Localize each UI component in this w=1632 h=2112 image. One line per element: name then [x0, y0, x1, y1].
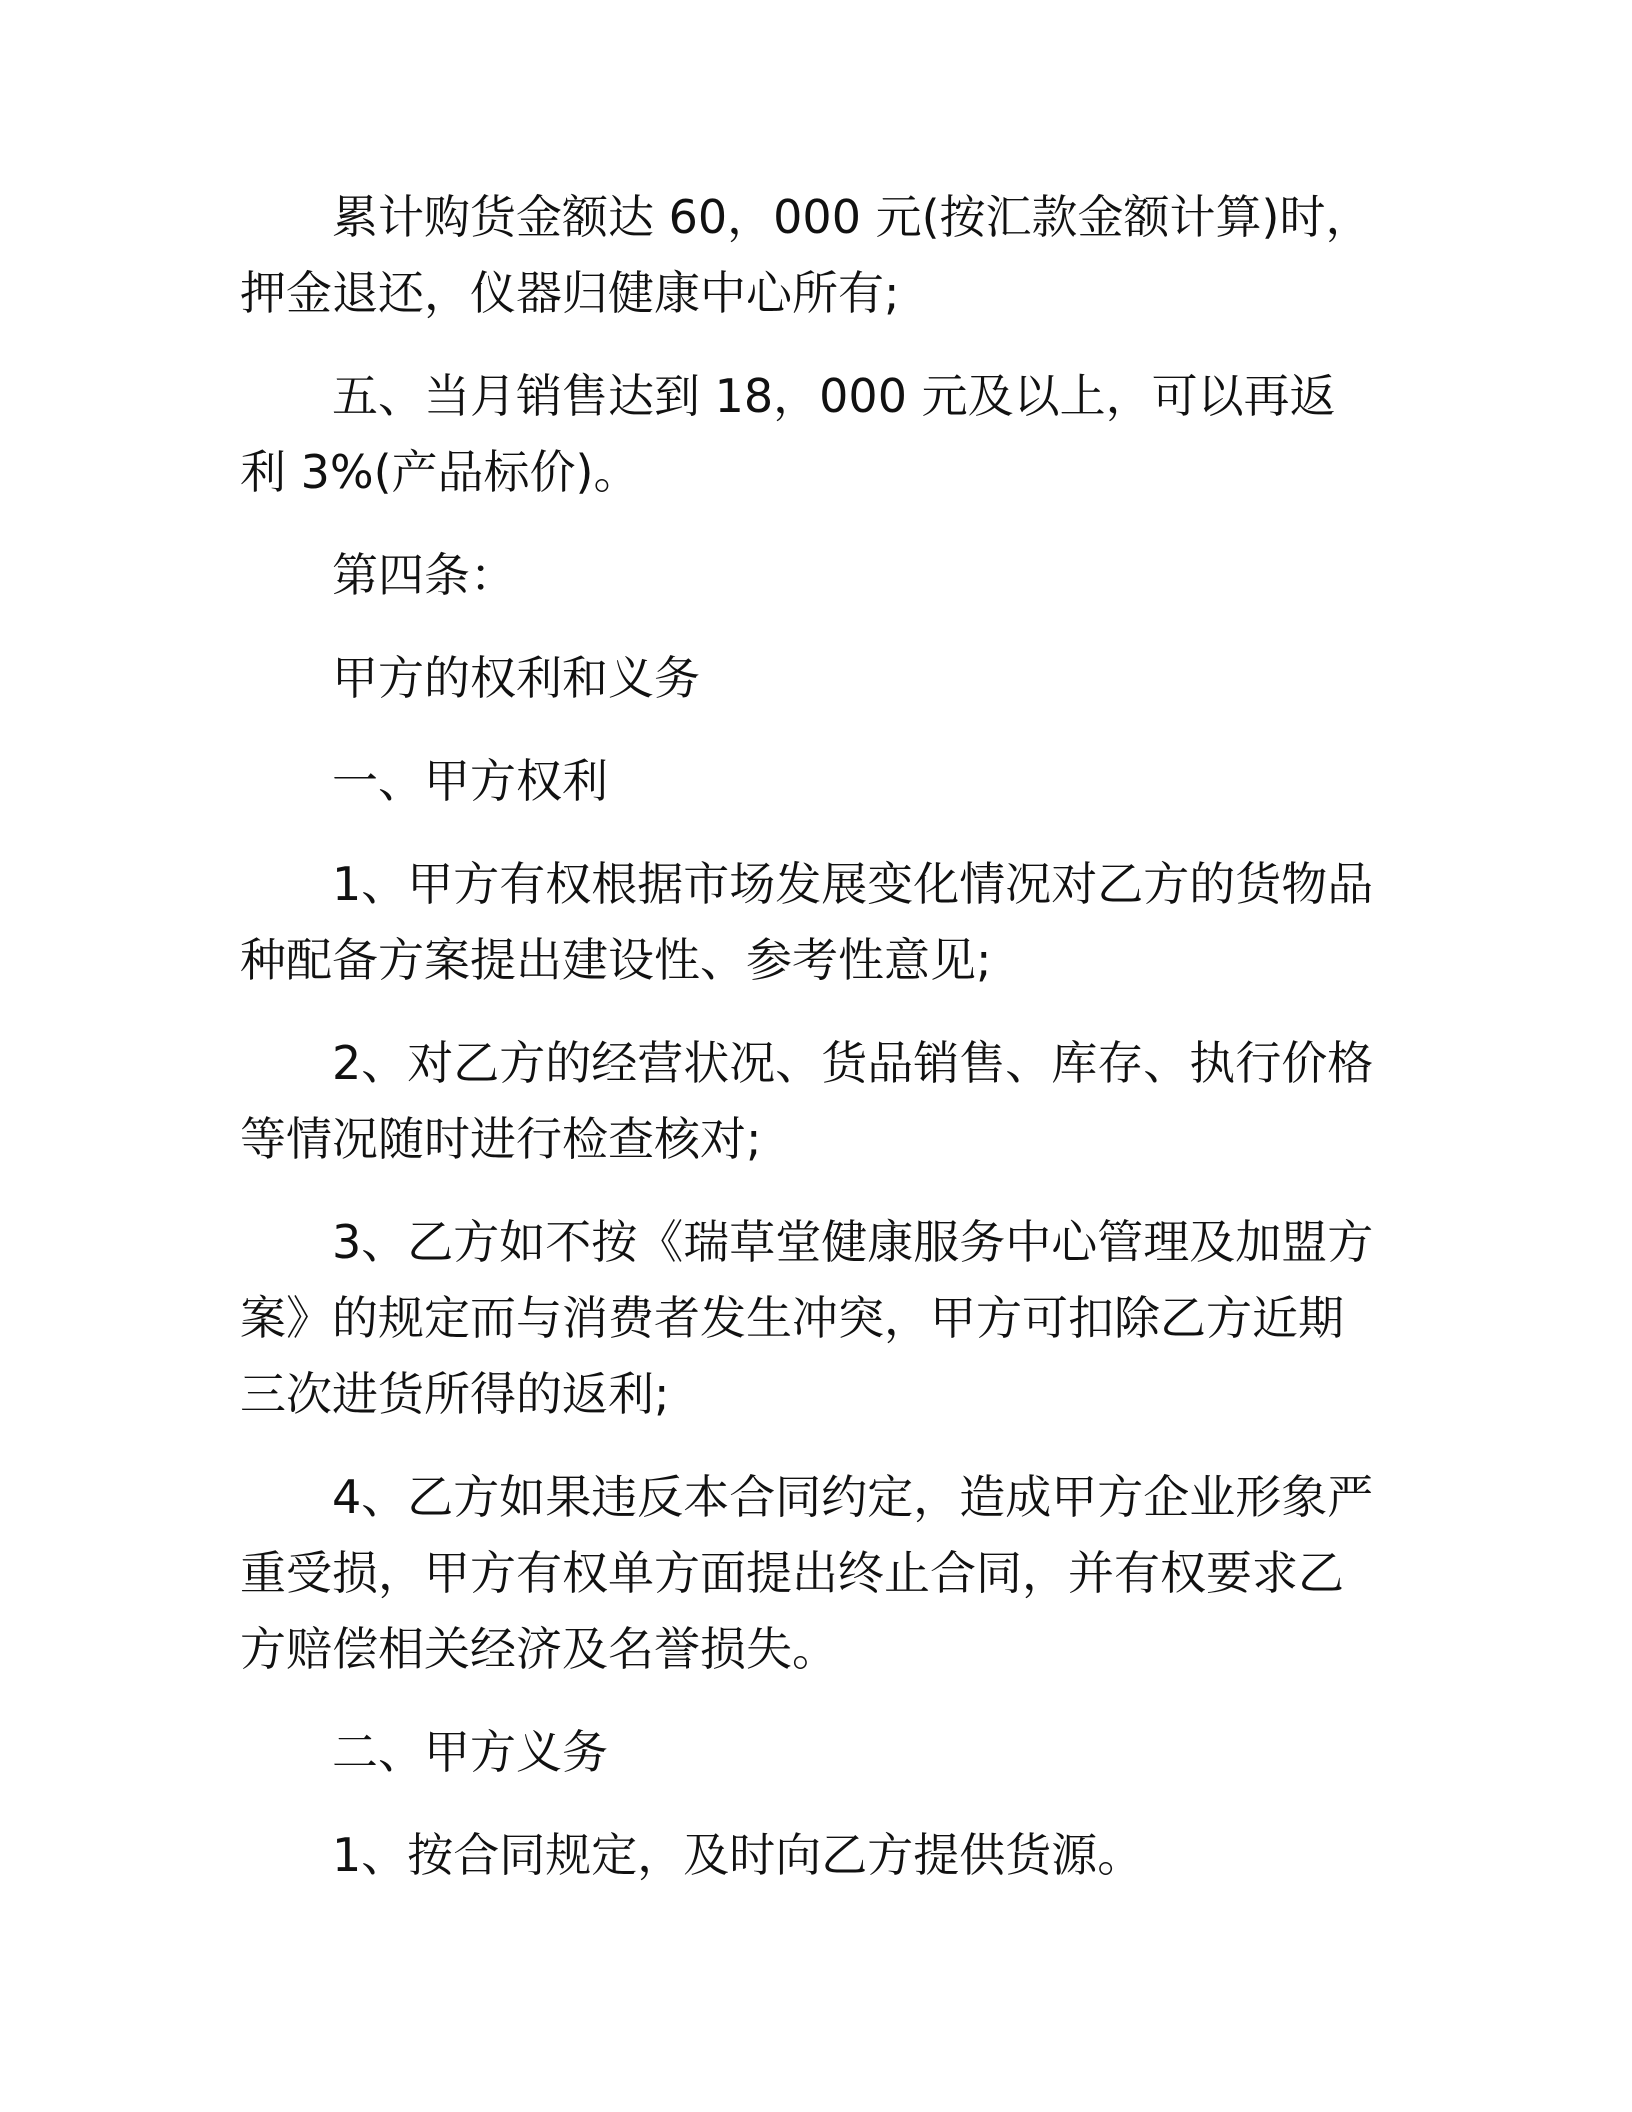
party-a-right-1: 1、甲方有权根据市场发展变化情况对乙方的货物品种配备方案提出建设性、参考性意见; [240, 857, 1374, 987]
article-four-heading: 第四条： [332, 548, 516, 602]
party-a-obligation-1: 1、按合同规定，及时向乙方提供货源。 [332, 1828, 1144, 1882]
party-a-right-4: 4、乙方如果违反本合同约定，造成甲方企业形象严重受损，甲方有权单方面提出终止合同，并有权要求乙方赔偿相关经济及名誉损失。 [240, 1470, 1374, 1676]
party-a-right-2: 2、对乙方的经营状况、货品销售、库存、执行价格等情况随时进行检查核对; [240, 1036, 1374, 1166]
document-body [240, 179, 1380, 1920]
party-a-rights-obligations-heading: 甲方的权利和义务 [332, 651, 700, 705]
party-a-rights-heading: 一、甲方权利 [332, 754, 608, 808]
paragraph-deposit-refund: 累计购货金额达 60，000 元(按汇款金额计算)时，押金退还，仪器归健康中心所有; [240, 190, 1372, 320]
paragraph-monthly-rebate: 五、当月销售达到 18，000 元及以上，可以再返利 3%(产品标价)。 [240, 369, 1336, 499]
party-a-right-3: 3、乙方如不按《瑞草堂健康服务中心管理及加盟方案》的规定而与消费者发生冲突，甲方可扣除乙方近期三次进货所得的返利; [240, 1215, 1374, 1421]
party-a-obligations-heading: 二、甲方义务 [332, 1725, 608, 1779]
